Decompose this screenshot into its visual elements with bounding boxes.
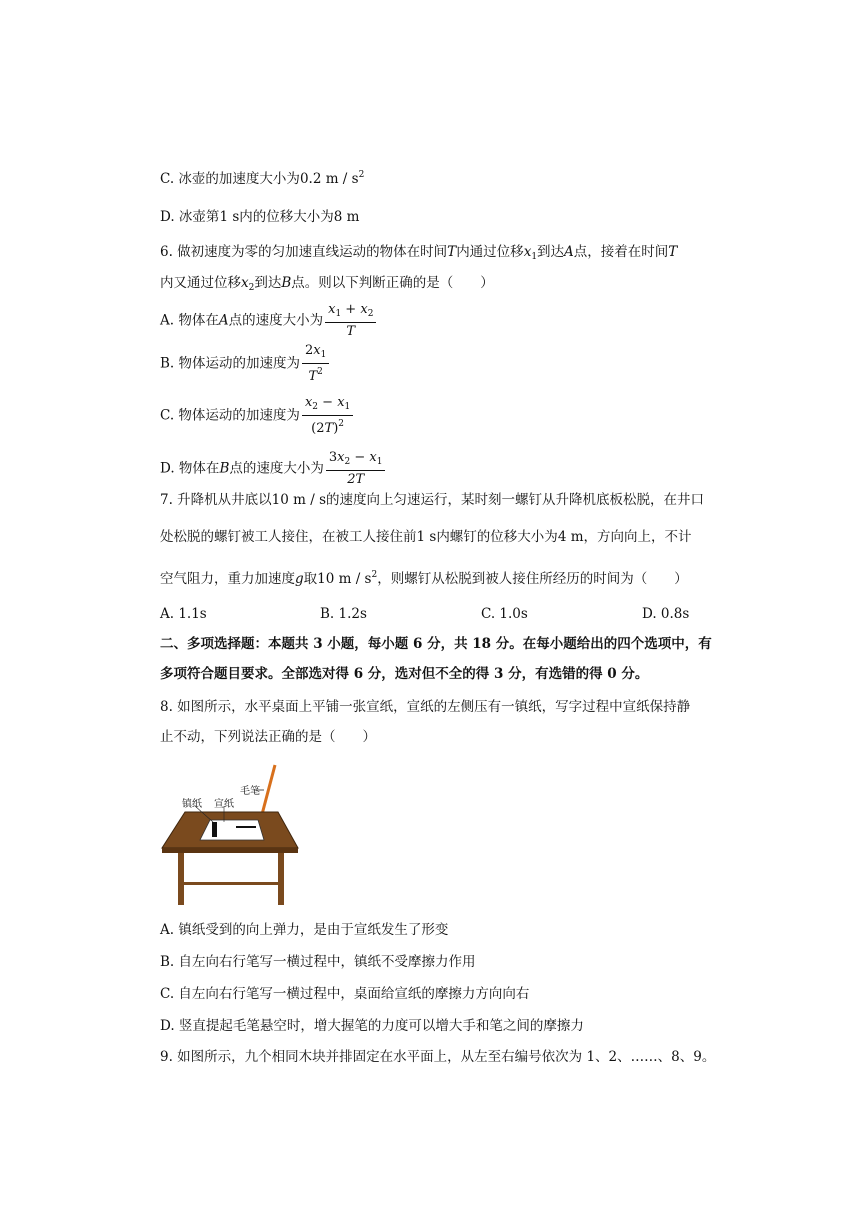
q7-option-c: C. 1.0s xyxy=(481,606,528,622)
section2-heading-line1: 二、多项选择题：本题共 3 小题，每小题 6 分，共 18 分。在每小题给出的四个选项中，有 xyxy=(160,636,712,652)
fraction: $\frac{2x_1}{T^2}$ xyxy=(302,343,329,385)
label-paper: 宣纸 xyxy=(214,799,234,810)
q6-option-b: B. 物体运动的加速度为 $\frac{2x_1}{T^2}$ xyxy=(160,343,329,385)
q5-c-value: 0.2 m / s xyxy=(299,171,359,187)
paperweight xyxy=(212,822,217,837)
q7-option-a: A. 1.1s xyxy=(160,606,207,622)
label-paperweight: 镇纸 xyxy=(182,799,202,810)
q6-stem-line2: 内又通过位移$x_2$到达B点。则以下判断正确的是（ ） xyxy=(160,275,494,293)
table-leg-right xyxy=(278,853,284,905)
q7-option-d: D. 0.8s xyxy=(642,606,690,622)
fraction: $\frac{x_1 + x_2}{T}$ xyxy=(325,302,376,340)
fraction: $\frac{x_2 - x_1}{(2T)^2}$ xyxy=(302,395,353,437)
q8-stem-line2: 止不动，下列说法正确的是（ ） xyxy=(160,729,376,745)
q6-option-c: C. 物体运动的加速度为 $\frac{x_2 - x_1}{(2T)^2}$ xyxy=(160,395,353,437)
q6-option-a: A. 物体在A点的速度大小为 $\frac{x_1 + x_2}{T}$ xyxy=(160,302,376,340)
desk-illustration xyxy=(160,760,300,910)
q8-figure xyxy=(160,760,300,910)
q7-stem-line3: 空气阻力，重力加速度g取10 m / $s^2$，则螺钉从松脱到被人接住所经历的时间为（ ） xyxy=(160,570,688,587)
q6-option-d: D. 物体在B点的速度大小为 $\frac{3x_2 - x_1}{2T}$ xyxy=(160,450,385,488)
label-brush: 毛笔 xyxy=(240,786,260,797)
q8-option-c: C. 自左向右行笔写一横过程中，桌面给宣纸的摩擦力方向向右 xyxy=(160,986,530,1002)
q9-stem-line1: 9. 如图所示，九个相同木块并排固定在水平面上，从左至右编号依次为 1、2、……、8、9。 xyxy=(160,1049,716,1065)
table-leg-left xyxy=(178,853,184,905)
q5-option-d: D. 冰壶第1 s内的位移大小为8 m xyxy=(160,209,360,225)
table-crossbar xyxy=(184,882,278,885)
q5-option-c: C. 冰壶的加速度大小为0.2 m / $s^2$ xyxy=(160,170,365,187)
section2-heading-line2: 多项符合题目要求。全部选对得 6 分，选对但不全的得 3 分，有选错的得 0 分。 xyxy=(160,666,649,682)
q8-option-b: B. 自左向右行笔写一横过程中，镇纸不受摩擦力作用 xyxy=(160,954,476,970)
q7-stem-line1: 7. 升降机从井底以10 m / s的速度向上匀速运行，某时刻一螺钉从升降机底板松脱，在井口 xyxy=(160,492,705,508)
table-edge xyxy=(162,848,298,853)
q8-option-d: D. 竖直提起毛笔悬空时，增大握笔的力度可以增大手和笔之间的摩擦力 xyxy=(160,1018,584,1034)
q7-option-b: B. 1.2s xyxy=(320,606,367,622)
fraction: $\frac{3x_2 - x_1}{2T}$ xyxy=(326,450,386,488)
q8-option-a: A. 镇纸受到的向上弹力，是由于宣纸发生了形变 xyxy=(160,922,449,938)
q7-stem-line2: 处松脱的螺钉被工人接住，在被工人接住前1 s内螺钉的位移大小为4 m，方向向上，不计 xyxy=(160,529,692,545)
q6-stem-line1: 6. 做初速度为零的匀加速直线运动的物体在时间T内通过位移$x_1$到达A点，接着在时间T xyxy=(160,244,678,262)
q8-stem-line1: 8. 如图所示，水平桌面上平铺一张宣纸，宣纸的左侧压有一镇纸，写字过程中宣纸保持静 xyxy=(160,699,691,715)
rice-paper xyxy=(200,820,264,840)
